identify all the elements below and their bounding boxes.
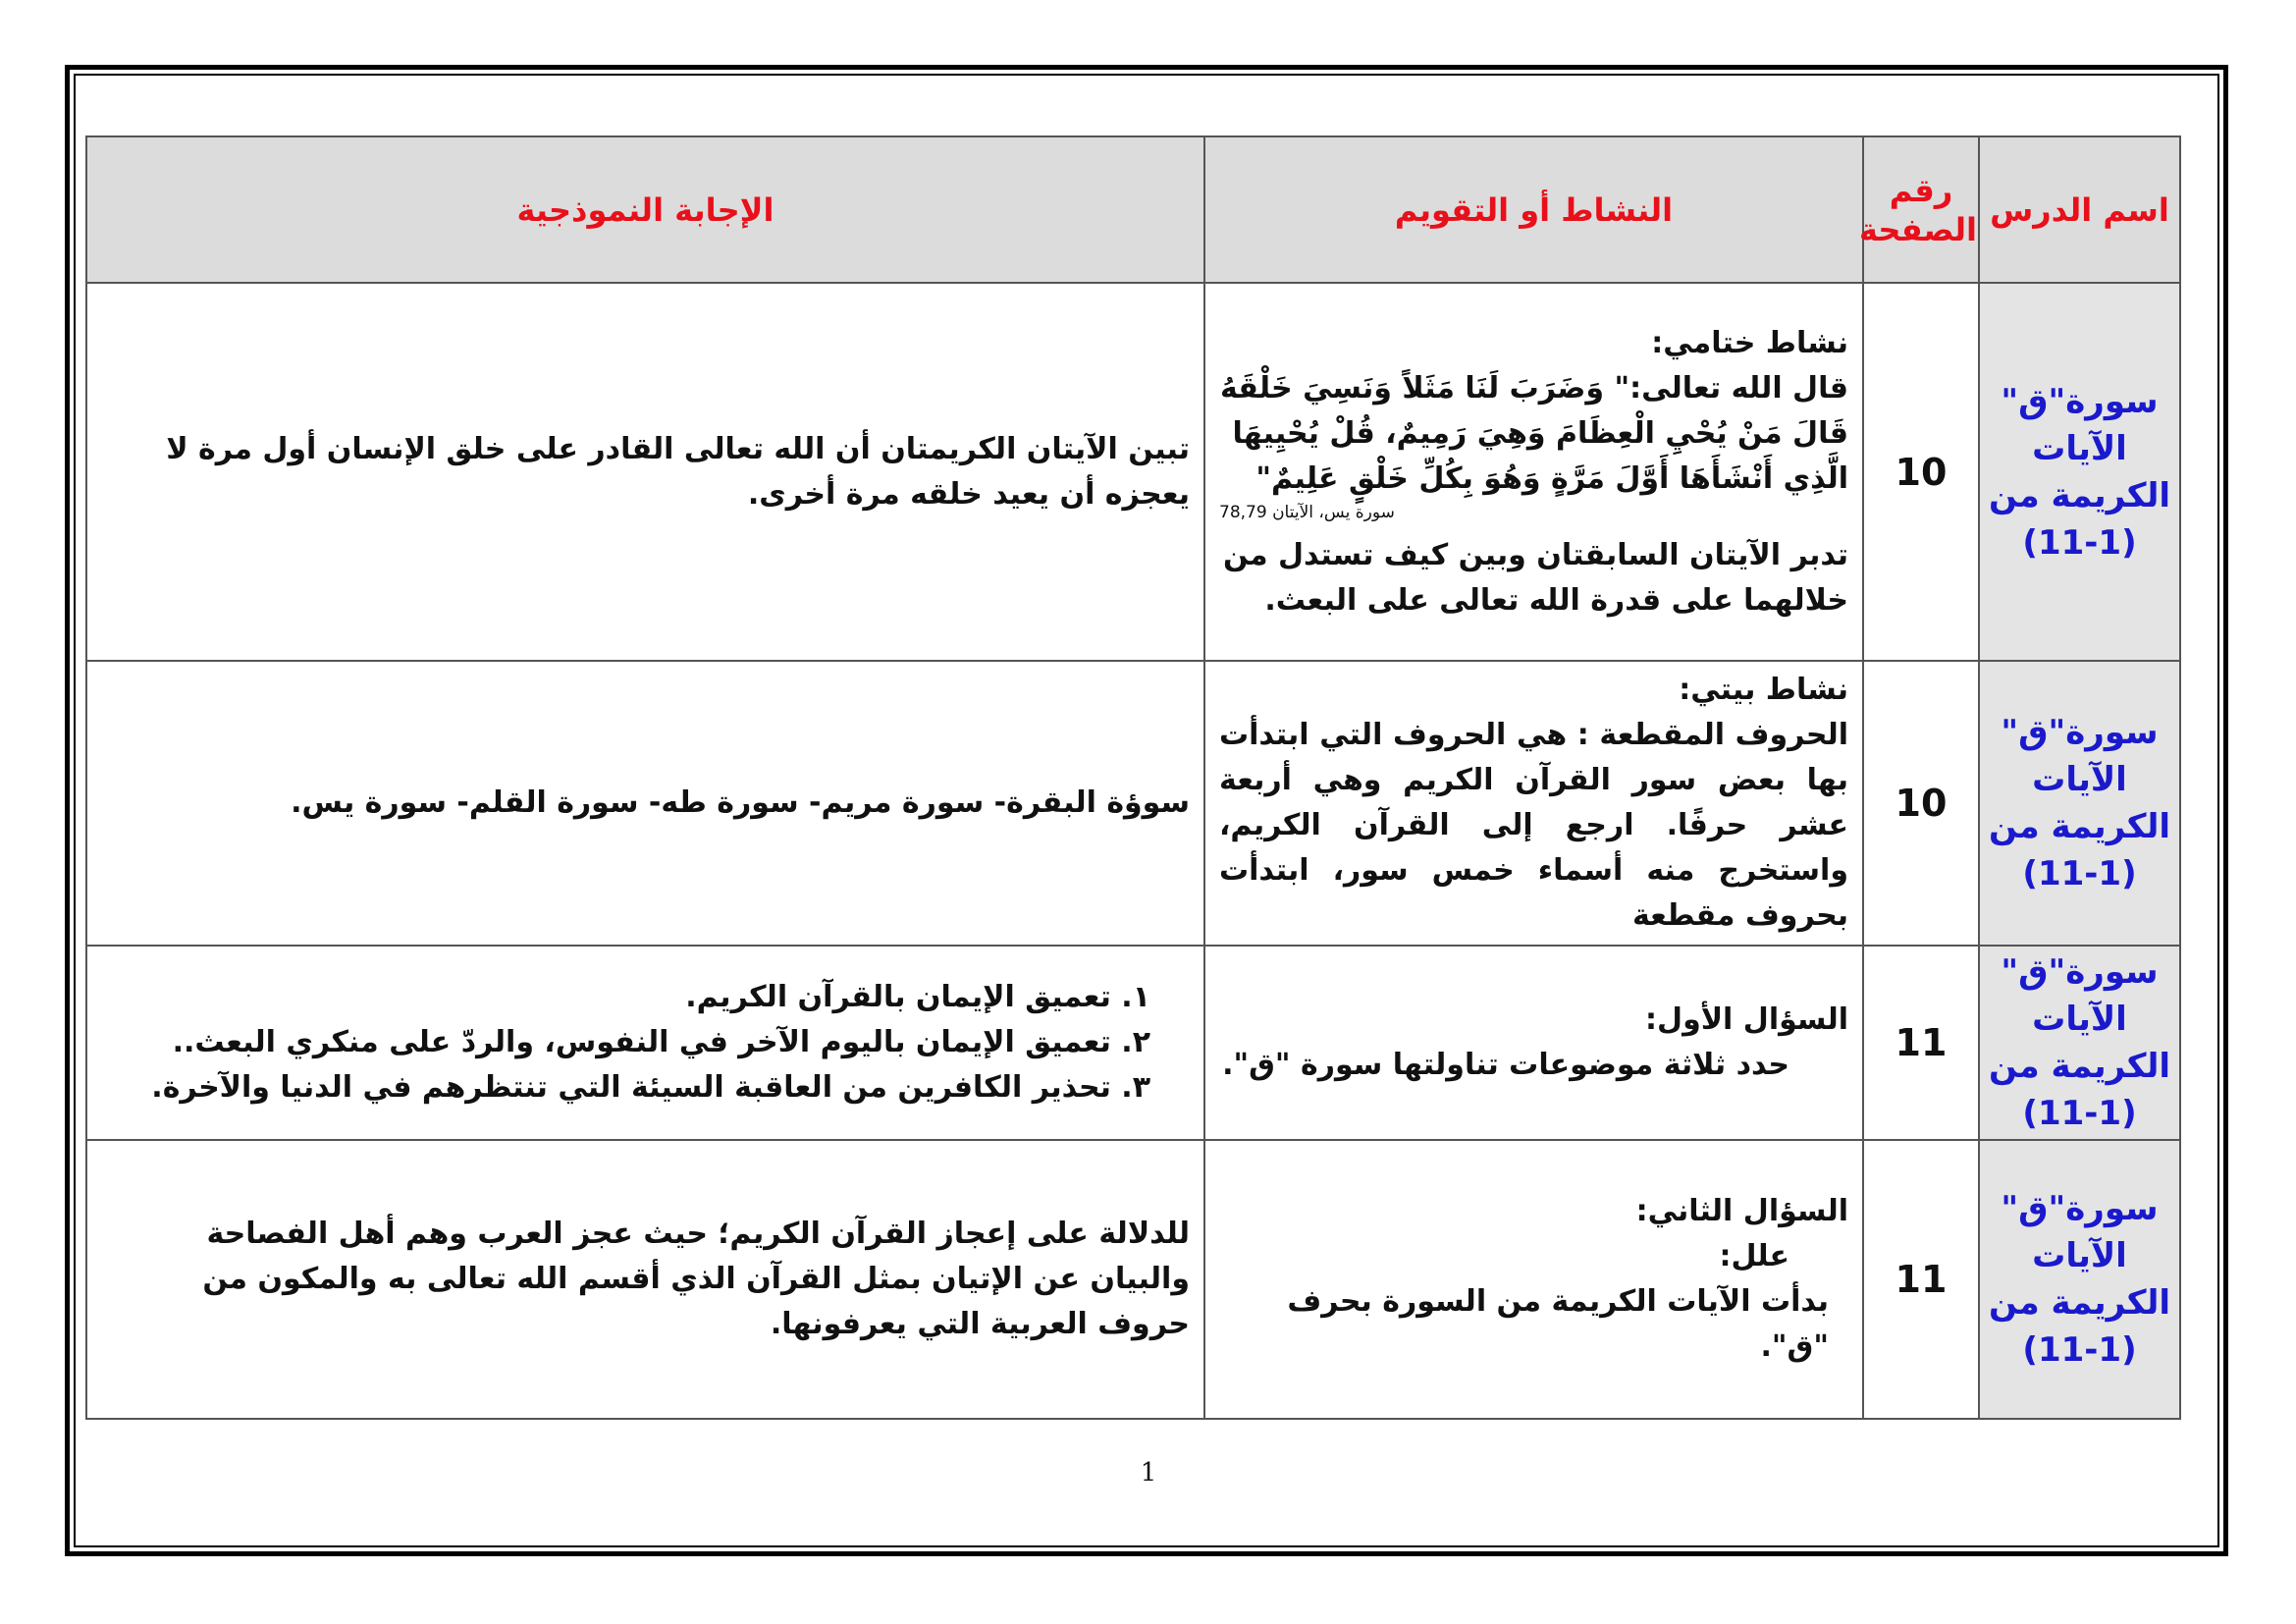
activity-text: حدد ثلاثة موضوعات تناولتها سورة "ق".	[1222, 1048, 1789, 1082]
activity-subtitle: علل:	[1719, 1239, 1789, 1273]
activity-text: بدأت الآيات الكريمة من السورة بحرف "ق".	[1287, 1284, 1829, 1364]
header-lesson-name: اسم الدرس	[1979, 136, 2180, 283]
page-number: 1	[1140, 1458, 1157, 1488]
activity-cell	[1204, 661, 1863, 946]
activity-title: نشاط بيتي:	[1679, 673, 1848, 707]
table-row	[86, 283, 2180, 661]
table-header-row	[86, 136, 2180, 283]
answer-cell: تبين الآيتان الكريمتان أن الله تعالى القادر على خلق الإنسان أول مرة لا يعجزه أن يعيد خلقه مرة أخرى.	[86, 283, 1204, 661]
answer-cell: للدلالة على إعجاز القرآن الكريم؛ حيث عجز العرب وهم أهل الفصاحة والبيان عن الإتيان بمثل القرآن الذي أقسم الله تعالى به والمكون من حروف العربية التي يعرفونها.	[86, 1140, 1204, 1419]
activity-cell	[1204, 1140, 1863, 1419]
activity-cell	[1204, 283, 1863, 661]
answer-list	[101, 975, 1190, 1110]
page-number-cell: 11	[1863, 1140, 1979, 1419]
table-row	[86, 946, 2180, 1140]
activity-cell	[1204, 946, 1863, 1140]
activity-title: السؤال الثاني:	[1635, 1194, 1848, 1228]
header-activity: النشاط أو التقويم	[1204, 136, 1863, 283]
page-number-cell: 11	[1863, 946, 1979, 1140]
list-item: ٢. تعميق الإيمان باليوم الآخر في النفوس، والردّ على منكري البعث..	[172, 1025, 1150, 1059]
page-number-cell: 10	[1863, 283, 1979, 661]
lesson-name-cell: سورة"ق" الآيات الكريمة من (1-11)	[1979, 283, 2180, 661]
quran-verse: قال الله تعالى:" وَضَرَبَ لَنَا مَثَلاً وَنَسِيَ خَلْقَهُ قَالَ مَنْ يُحْيِ الْعِظَامَ وَهِيَ رَمِيمٌ، قُلْ يُحْيِيهَا الَّذِي أَنْشَأَهَا أَوَّلَ مَرَّةٍ وَهُوَ بِكُلِّ خَلْقٍ عَلِيمٌ"	[1219, 370, 1848, 496]
header-model-answer: الإجابة النموذجية	[86, 136, 1204, 283]
lesson-name-cell: سورة"ق" الآيات الكريمة من (1-11)	[1979, 1140, 2180, 1419]
list-item: ١. تعميق الإيمان بالقرآن الكريم.	[685, 980, 1150, 1014]
header-page-number: رقم الصفحة	[1863, 136, 1979, 283]
activity-title: نشاط ختامي:	[1651, 325, 1848, 360]
page-number-cell: 10	[1863, 661, 1979, 946]
lesson-name-cell: سورة"ق" الآيات الكريمة من (1-11)	[1979, 661, 2180, 946]
activity-title: السؤال الأول:	[1645, 1002, 1848, 1037]
list-item: ٣. تحذير الكافرين من العاقبة السيئة التي تنتظرهم في الدنيا والآخرة.	[151, 1070, 1150, 1105]
verse-reference: سورة يس، الآيتان 78,79	[1219, 502, 1395, 522]
lesson-name-cell: سورة"ق" الآيات الكريمة من (1-11)	[1979, 946, 2180, 1140]
answer-cell	[86, 946, 1204, 1140]
activity-text: تدبر الآيتان السابقتان وبين كيف تستدل من خلالهما على قدرة الله تعالى على البعث.	[1222, 537, 1848, 618]
activity-text: الحروف المقطعة : هي الحروف التي ابتدأت بها بعض سور القرآن الكريم وهي أربعة عشر حرفًا. ارجع إلى القرآن الكريم، واستخرج منه أسماء خمس سور، ابتدأت بحروف مقطعة	[1219, 718, 1848, 933]
lessons-table	[85, 135, 2181, 1420]
answer-cell: سوؤة البقرة- سورة مريم- سورة طه- سورة القلم- سورة يس.	[86, 661, 1204, 946]
table-row	[86, 661, 2180, 946]
table-row	[86, 1140, 2180, 1419]
